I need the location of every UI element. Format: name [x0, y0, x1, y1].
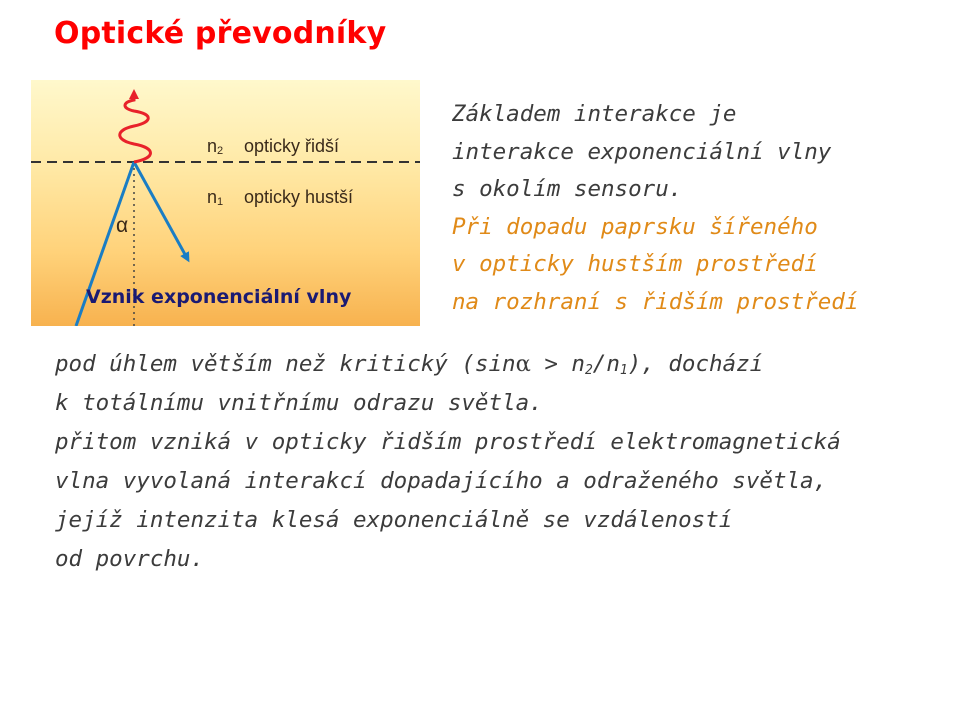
n1-description: opticky hustší	[244, 187, 354, 207]
evanescent-wave	[120, 94, 151, 162]
n2-label: $n_2$	[207, 136, 224, 157]
alpha-angle-label: α	[116, 214, 129, 237]
intro-line: v opticky hustším prostředí	[452, 251, 818, 277]
page-title: Optické převodníky	[54, 16, 387, 51]
alpha-symbol: α	[515, 351, 531, 377]
body-paragraph	[55, 345, 960, 579]
intro-line: na rozhraní s řidším prostředí	[452, 288, 859, 315]
intro-line: s okolím sensoru.	[452, 176, 683, 202]
intro-paragraph	[452, 96, 952, 321]
intro-line: interakce exponenciální vlny	[452, 138, 832, 165]
body-line: přitom vzniká v opticky řidším prostředí elektromagnetická	[55, 429, 841, 455]
body-line: vlna vyvolaná interakcí dopadajícího a odraženého světla,	[55, 468, 828, 494]
body-line: jejíž intenzita klesá exponenciálně se vzdáleností	[55, 507, 733, 533]
intro-line: Při dopadu paprsku šířeného	[452, 213, 818, 240]
body-line: k totálnímu vnitřnímu odrazu světla.	[55, 390, 543, 416]
n2-description: opticky řidší	[244, 136, 340, 156]
reflected-ray	[134, 162, 187, 258]
intro-line: Základem interakce je	[452, 101, 737, 127]
body-line: od povrchu.	[55, 546, 205, 572]
body-line-formula: pod úhlem větším než kritický $(\sin\alpha > n_2/n_1)$, dochází	[55, 351, 764, 378]
n1-label: $n_1$	[207, 187, 224, 208]
diagram-caption: Vznik exponenciální vlny	[86, 286, 352, 308]
evanescent-wave-diagram	[31, 80, 420, 326]
